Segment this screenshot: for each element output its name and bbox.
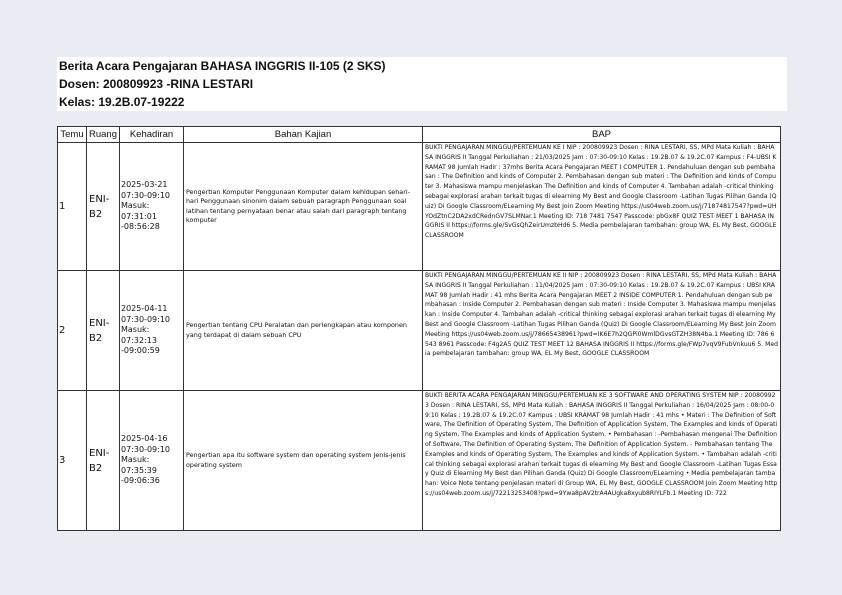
bap-cell — [423, 271, 781, 391]
class-line: Kelas: 19.2B.07-19222 — [59, 95, 185, 109]
bap-text: BUKTI PENGAJARAN MINGGU/PERTEMUAN KE II NIP : 200809923 Dosen : RINA LESTARI, SS, MPd Mata Kuliah : BAHASA INGGRIS II Tanggal Perkuliahan : 11/04/2025 Jam : 07:30-09:10 Kelas : 19.2B.07 & 19.2C.07 Kampus : UBSI KRAMAT 98 Jumlah Hadir : 41 mhs Berita Acara Pengajaran MEET 2 INSIDE COMPUTER 1. Pendahuluan dengan sub pembahasan : Inside Computer 2. Pembahasan dengan sub materi : Inside Computer 3. Mahasiswa mampu menjelaskan : Inside Computer 4. Tambahan adalah -critical thinking sebagai explorasi arahan terkait tugas di elearning My Best and Google Classroom -Latihan Tugas Pilihan Ganda (Quiz) Di Google Classroom/ELearning My Best Join Zoom Meeting https://us04web.zoom.us/j/78665438961?pwd=IK6E7h2QGPi0WmlDGvsGTZH38N4ba.1 Meeting ID: 786 6543 8961 Passcode: F4g2A5 QUIZ TEST MEET 12 BAHASA INGGRIS II https://forms.gle/FWp7vqV9FubVnkuu6 5. Media pembelajaran tambahan: group WA, EL My Best, GOOGLE CLASSROOM — [425, 272, 778, 358]
table-header-row — [58, 127, 781, 143]
date-text: 2025-03-21 — [121, 180, 168, 190]
bahan-kajian-cell: Pengertian Komputer Penggunaan Komputer dalam kehidupan sehari-hari Penggunaan sinonim dalam sebuah paragraph Penggunaan soal latihan tentang pernyataan benar atau salah dari paragraph tentang komputer — [184, 143, 423, 271]
check-out-text: -08:56:28 — [121, 222, 160, 232]
lecturer-line: Dosen: 200809923 -RINA LESTARI — [59, 77, 254, 91]
document-header — [57, 57, 787, 111]
ruang-cell: ENI-B2 — [87, 271, 120, 391]
kehadiran-cell — [120, 271, 184, 391]
temu-cell: 1 — [58, 143, 87, 271]
column-header-kehadiran: Kehadiran — [120, 127, 184, 143]
bahan-kajian-cell: Pengertian apa itu software system dan operating system Jenis-jenis operating system — [184, 391, 423, 531]
temu-cell: 2 — [58, 271, 87, 391]
table-row — [58, 271, 781, 391]
teaching-record-table — [57, 126, 781, 531]
check-in-text: Masuk: 07:32:13 — [121, 325, 157, 345]
table-row — [58, 143, 781, 271]
ruang-cell: ENI-B2 — [87, 391, 120, 531]
table-row — [58, 391, 781, 531]
date-text: 2025-04-16 — [121, 434, 168, 444]
time-text: 07:30-09:10 — [121, 444, 170, 454]
column-header-temu: Temu — [58, 127, 87, 143]
ruang-cell: ENI-B2 — [87, 143, 120, 271]
bap-cell — [423, 143, 781, 271]
date-text: 2025-04-11 — [121, 304, 168, 314]
temu-cell: 3 — [58, 391, 87, 531]
time-text: 07:30-09:10 — [121, 190, 170, 200]
bahan-kajian-cell: Pengertian tentang CPU Peralatan dan perlengkapan atau komponen yang terdapat di dalam sebuah CPU — [184, 271, 423, 391]
bap-text: BUKTI BERITA ACARA PENGAJARAN MINGGU/PERTEMUAN KE 3 SOFTWARE AND OPERATING SYSTEM NIP : 200809923 Dosen : RINA LESTARI, SS, MPd Mata Kuliah : BAHASA INGGRIS II Tanggal Perkuliahan : 16/04/2025 Jam : 08:00-09:10 Kelas : 19.2B.07 & 19.2C.07 Kampus : UBSI KRAMAT 98 Jumlah Hadir : 41 mhs • Materi : The Definition of Software, The Definition of Operating System, The Definition of Application System, The Examples and kinds of Operating System, The Examples and kinds of Application System. • Pembahasan : -Pembahasan mengenai The Definition of Software, The Definition of Operating System, The Definition of Application System. - Pembahasan tentang The Examples and kinds of Operating System, The Examples and kinds of Application System. • Tambahan adalah -critical thinking sebagai explorasi arahan terkait tugas di elearning My Best and Google Classroom -Latihan Tugas Essay Quiz di Elearning My Best dan Pilihan Ganda (Quiz) Di Google Classroom/ELearning • Media pembelajaran tambahan: Voice Note tentang penjelasan materi di Group WA, EL My Best, GOOGLE CLASSROOM Join Zoom Meeting https://us04web.zoom.us/j/72213253408?pwd=9Ywa8pAV2trA4AUgka8xyub8RIYLFb.1 Meeting ID: 722 — [425, 392, 778, 497]
kehadiran-cell — [120, 391, 184, 531]
column-header-bahan-kajian: Bahan Kajian — [184, 127, 423, 143]
column-header-bap: BAP — [423, 127, 781, 143]
time-text: 07:30-09:10 — [121, 314, 170, 324]
check-in-text: Masuk: 07:35:39 — [121, 455, 157, 475]
check-out-text: -09:06:36 — [121, 476, 160, 486]
column-header-ruang: Ruang — [87, 127, 120, 143]
bap-text: BUKTI PENGAJARAN MINGGU/PERTEMUAN KE I NIP : 200809923 Dosen : RINA LESTARI, SS, MPd Mata Kuliah : BAHASA INGGRIS II Tanggal Perkuliahan : 21/03/2025 Jam : 07:30-09:10 Kelas : 19.2B.07 & 19.2C.07 Kampus : F4-UBSI KRAMAT 98 Jumlah Hadir : 37mhs Berita Acara Pengajaran MEET I COMPUTER 1. Pendahuluan dengan sub pembahasan : The Definition and kinds of Computer 2. Pembahasan dengan sub materi : The Definition and kinds of Computer 3. Mahasiswa mampu menjelaskan The Definition and kinds of Computer 4. Tambahan adalah -critical thinking sebagai explorasi arahan terkait tugas di elearning My Best and Google Classroom -Latihan Tugas Pilihan Ganda (Quiz) Di Google Classroom/ELearning My Best Join Zoom Meeting https://us04web.zoom.us/j/71874817547?pwd=UHYOdZtnC2DA2xdCRednGV7SLMNar.1 Meeting ID: 718 7481 7547 Passcode: pbGx8F QUIZ TEST MEET 1 BAHASA INGGRIS II https://forms.gle/SvGsQhZeirUmzbHd6 5. Media pembelajaran tambahan: group WA, EL My Best, GOOGLE CLASSROOM — [425, 144, 777, 240]
kehadiran-cell — [120, 143, 184, 271]
check-out-text: -09:00:59 — [121, 346, 160, 356]
bap-cell — [423, 391, 781, 531]
check-in-text: Masuk: 07:31:01 — [121, 201, 157, 221]
page-title: Berita Acara Pengajaran BAHASA INGGRIS II-105 (2 SKS) — [59, 59, 386, 73]
